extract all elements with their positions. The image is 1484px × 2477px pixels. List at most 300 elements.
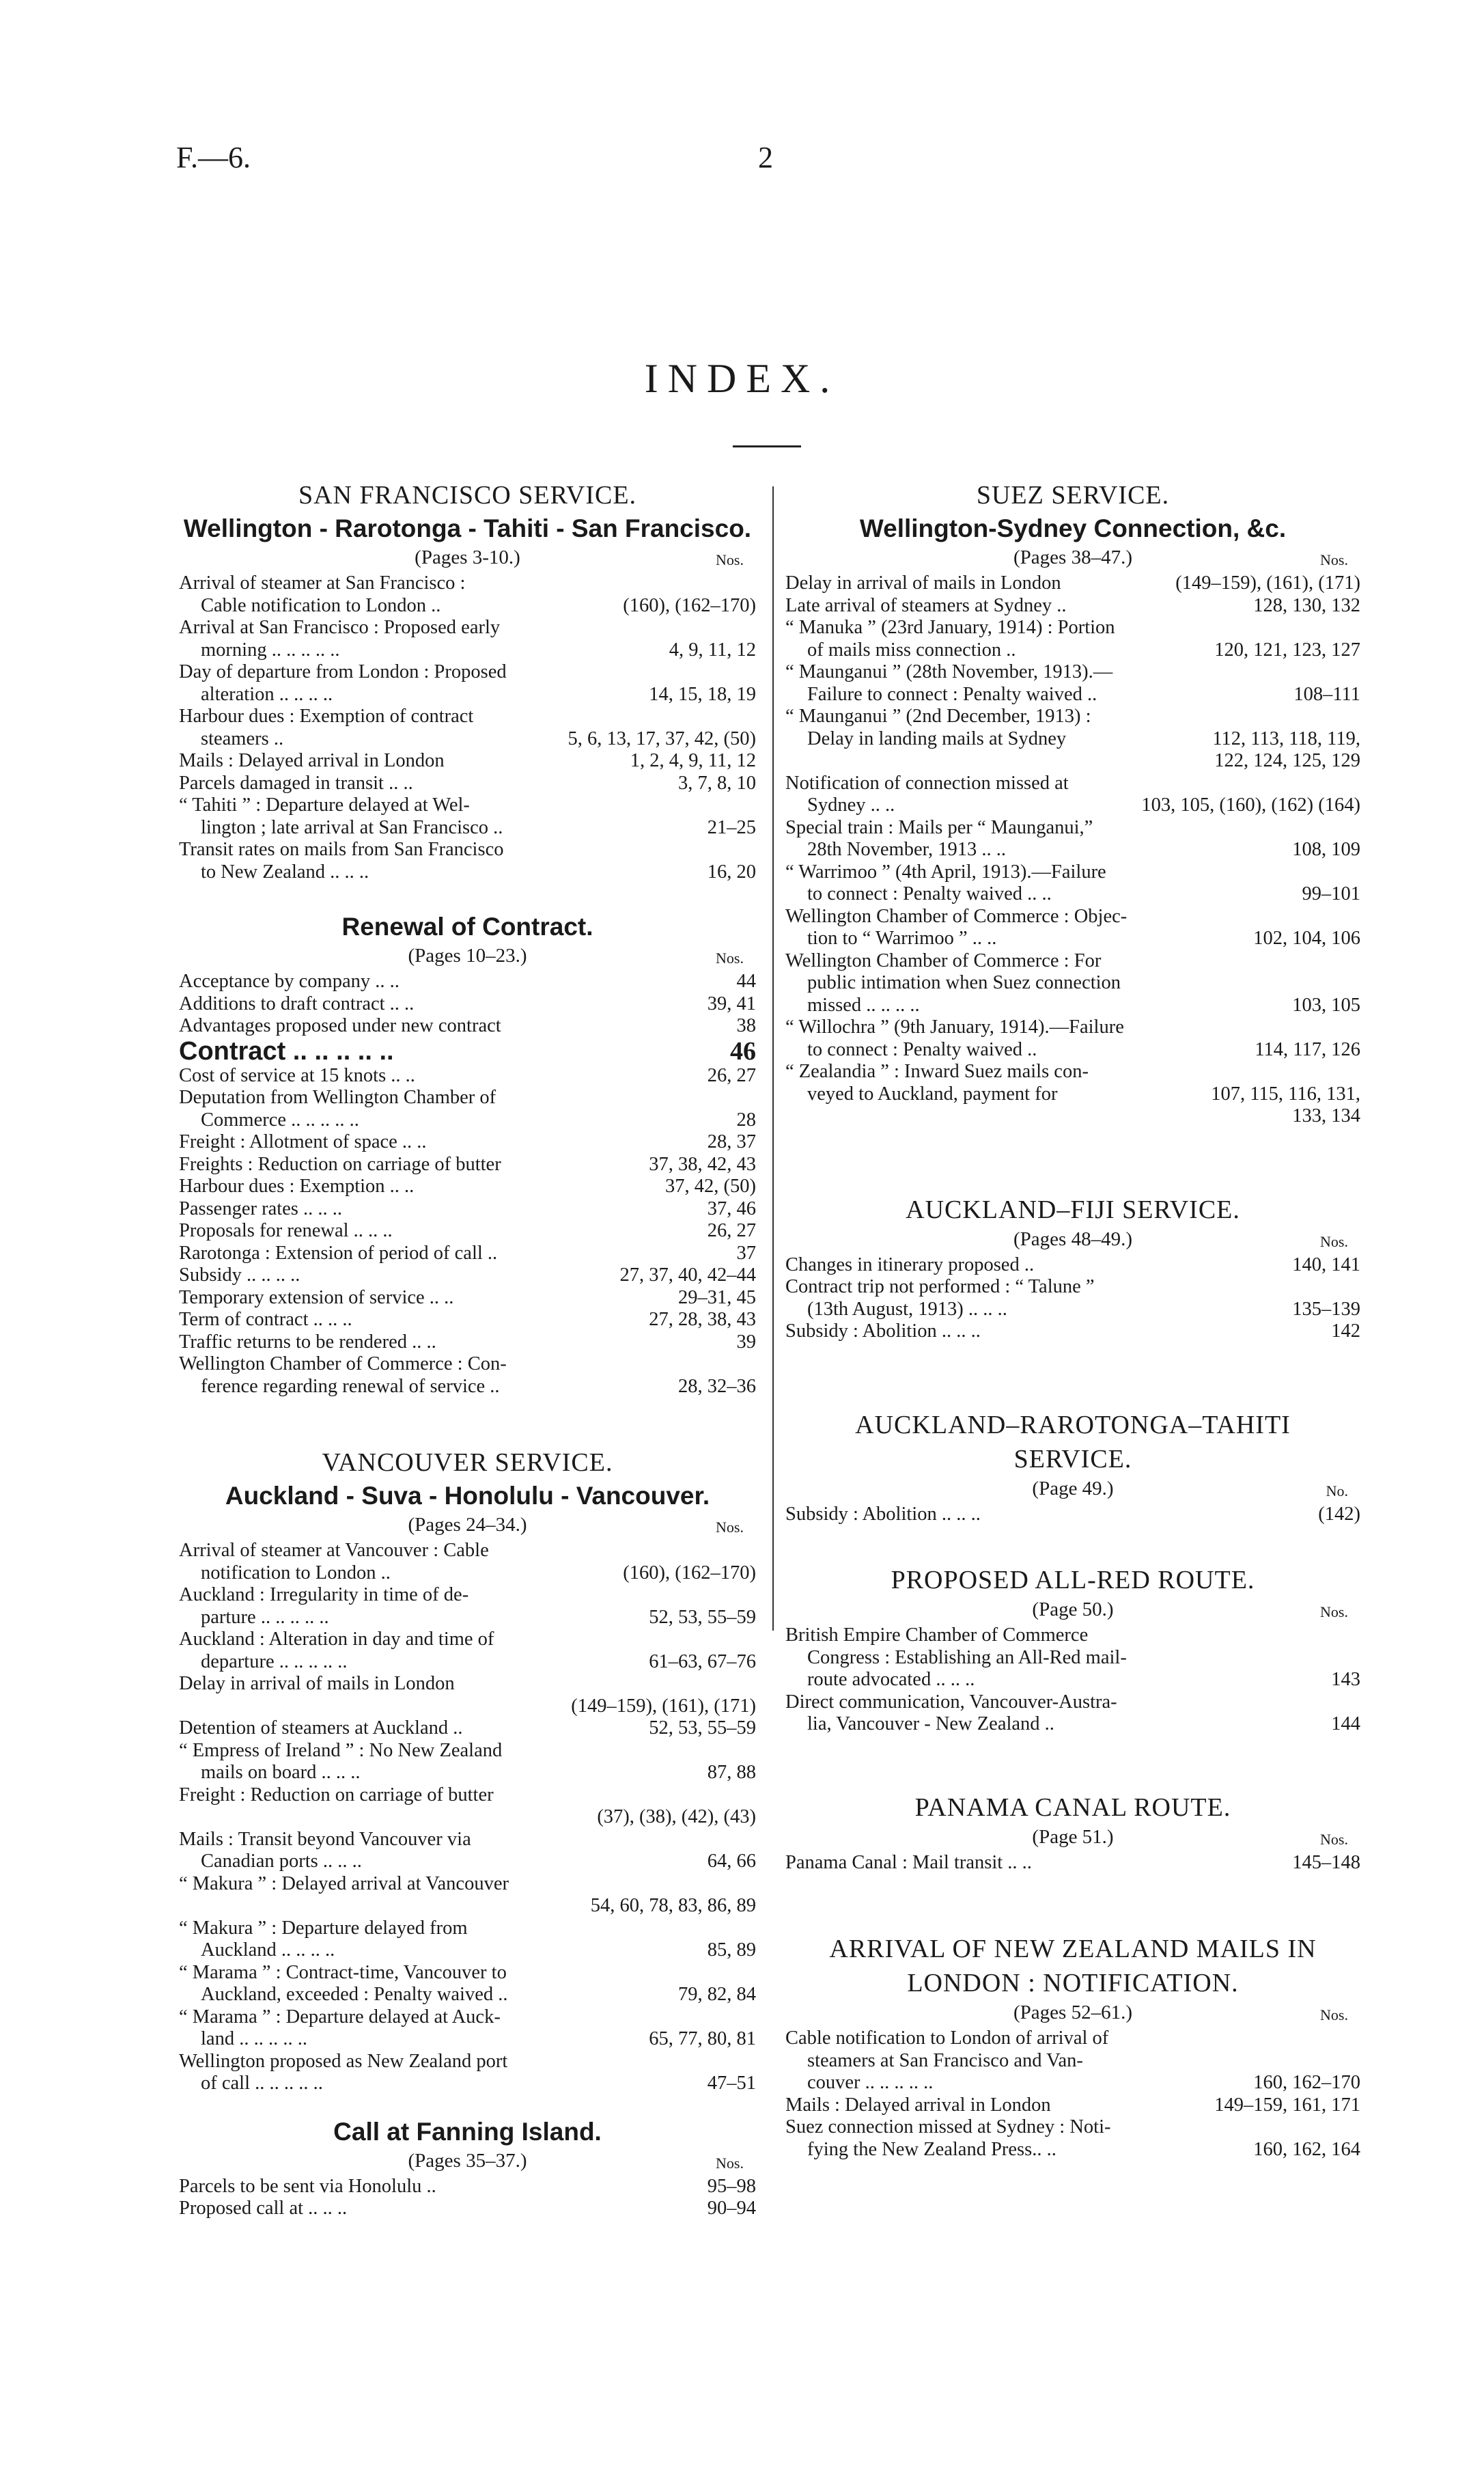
index-entry [179,1673,756,1696]
index-section [785,1932,1360,2161]
entry-line: Late arrival of steamers at Sydney .. [785,594,1067,616]
index-entry [785,906,1360,950]
entry-text [179,971,737,993]
entry-line: of mails miss connection .. [807,639,1016,661]
entry-line: “ Warrimoo ” (4th April, 1913).—Failure [785,861,1106,883]
entry-numbers: 38 [736,1015,756,1036]
entry-line: Panama Canal : Mail transit .. .. [785,1851,1032,1873]
entry-line: to connect : Penalty waived .. [807,1038,1037,1060]
entry-numbers: 108, 109 [1292,839,1360,860]
entry-line: British Empire Chamber of Commerce [785,1624,1089,1646]
entry-text [785,817,1292,861]
entry-numbers: 65, 77, 80, 81 [649,2028,756,2049]
entry-line: route advocated .. .. .. [807,1669,975,1690]
entry-text [179,993,708,1016]
pages-range: (Page 49.) [1032,1477,1114,1499]
section-pages [785,2000,1360,2025]
entry-numbers: 103, 105, (160), (162) (164) [1141,794,1360,816]
index-entry [179,1220,756,1243]
index-entry [179,1243,756,1265]
entry-text [179,1038,730,1065]
entry-line: Congress : Establishing an All-Red mail- [807,1646,1127,1668]
entry-line: veyed to Auckland, payment for [807,1083,1058,1105]
entry-line: Freight : Reduction on carriage of butter [179,1784,494,1805]
entry-text [785,950,1292,1017]
entry-text [179,1087,737,1131]
entry-line: Special train : Mails per “ Maunganui,” [785,816,1093,838]
index-entry [179,1264,756,1287]
entry-line: Proposed call at .. .. .. [179,2198,348,2219]
entry-numbers: 44 [736,971,756,992]
section-pages [785,545,1360,570]
entry-line: “ Manuka ” (23rd January, 1914) : Portion [785,617,1115,638]
index-entry [179,1154,756,1176]
entry-text [179,2176,708,2198]
entry-line: Delay in arrival of mails in London [785,572,1061,594]
entry-text [179,1673,756,1696]
entry-line: “ Maunganui ” (28th November, 1913).— [785,661,1113,682]
entry-numbers: 79, 82, 84 [678,1984,756,2005]
entry-line: couver .. .. .. .. .. [807,2072,934,2093]
entry-numbers: 107, 115, 116, 131, [1211,1083,1360,1105]
entry-numbers: 26, 27 [707,1064,756,1086]
entry-numbers: 28, 37 [707,1131,756,1152]
index-entry [785,861,1360,906]
entry-text [179,2006,649,2051]
nos-label: Nos. [716,551,744,568]
index-section [785,1193,1360,1343]
entry-numbers: 37, 42, (50) [665,1176,756,1197]
section-subtitle: Renewal of Contract. [341,913,593,941]
entry-line: missed .. .. .. .. [807,994,920,1016]
entry-line: Harbour dues : Exemption of contract [179,706,474,727]
entry-text [785,2094,1214,2117]
nos-label: No. [1326,1482,1348,1499]
entry-numbers: 28, 32–36 [678,1375,756,1397]
index-entry [179,1584,756,1629]
index-entry [179,1331,756,1354]
index-section [179,1445,756,2095]
nos-label: Nos. [1320,551,1348,568]
section-pages [785,1476,1360,1501]
entry-line: Deputation from Wellington Chamber of [179,1087,496,1108]
entry-text [179,1015,737,1038]
section-pages [785,1227,1360,1251]
entry-line: Contract .. .. .. .. .. [179,1036,394,1066]
entry-text [785,595,1253,618]
index-entry [179,1287,756,1310]
entry-line: Temporary extension of service .. .. [179,1286,454,1308]
pages-range: (Pages 52–61.) [1013,2002,1132,2023]
entry-list [785,2028,1360,2161]
entry-line: (13th August, 1913) .. .. .. [807,1298,1007,1320]
entry-text [785,773,1141,817]
pages-range: (Pages 38–47.) [1013,546,1132,568]
entry-numbers: 27, 37, 40, 42–44 [619,1264,756,1286]
index-entry [179,1696,756,1718]
entry-line: public intimation when Suez connection [807,972,1121,993]
entry-line: Commerce .. .. .. .. .. [201,1109,359,1131]
entry-text [179,839,708,883]
entry-line: Auckland, exceeded : Penalty waived .. [201,1984,508,2005]
entry-line: Subsidy .. .. .. .. [179,1264,300,1286]
index-entry [179,1087,756,1131]
index-entry [179,661,756,706]
pages-range: (Pages 35–37.) [408,2149,527,2172]
entry-line: Wellington Chamber of Commerce : For [785,950,1102,971]
entry-numbers: 47–51 [707,2073,756,2094]
entry-numbers: 120, 121, 123, 127 [1214,639,1360,661]
index-entry [785,1320,1360,1343]
entry-numbers: 122, 124, 125, 129 [1214,750,1360,771]
entry-numbers: 4, 9, 11, 12 [669,639,756,661]
entry-numbers: 87, 88 [707,1762,756,1783]
entry-text [179,1065,708,1088]
entry-text [785,1254,1292,1277]
index-entry [179,971,756,993]
entry-numbers: 85, 89 [707,1939,756,1961]
index-entry [785,817,1360,861]
index-entry [785,1254,1360,1277]
entry-text [179,1309,649,1331]
entry-list [179,1540,756,2095]
entry-line: Proposals for renewal .. .. .. [179,1220,393,1241]
entry-numbers: 140, 141 [1292,1254,1360,1275]
entry-line: Detention of steamers at Auckland .. [179,1717,463,1739]
entry-numbers: 145–148 [1292,1851,1360,1873]
index-entry [179,1717,756,1740]
index-entry [179,1873,756,1896]
index-entry [179,839,756,883]
index-entry [785,572,1360,595]
entry-list [179,572,756,883]
entry-text [179,572,623,617]
section-pages [179,545,756,570]
entry-line: Changes in itinerary proposed .. [785,1254,1035,1275]
index-entry [179,1629,756,1673]
entry-text [785,1320,1331,1343]
entry-numbers: 21–25 [707,816,756,838]
index-entry [179,993,756,1016]
entry-line: morning .. .. .. .. .. [201,639,340,661]
entry-text [179,1220,708,1243]
entry-text [785,2116,1253,2161]
entry-numbers: 114, 117, 126 [1255,1038,1360,1060]
section-title: SUEZ SERVICE. [976,481,1170,510]
entry-line: Term of contract .. .. .. [179,1309,352,1330]
entry-numbers: 52, 53, 55–59 [649,1606,756,1628]
index-entry [785,2028,1360,2094]
entry-line: lington ; late arrival at San Francisco .. [201,816,503,838]
entry-numbers: 46 [730,1036,756,1066]
entry-line: “ Zealandia ” : Inward Suez mails con- [785,1061,1089,1082]
entry-line: steamers .. [201,728,284,749]
index-section [179,911,756,1398]
entry-numbers: 133, 134 [1292,1105,1360,1126]
entry-numbers: 99–101 [1302,883,1360,904]
index-entry [785,1061,1360,1105]
index-entry [179,794,756,839]
section-subtitle: Wellington-Sydney Connection, &c. [859,514,1287,542]
right-column [785,478,1360,2161]
index-entry [785,661,1360,706]
entry-numbers: 37, 46 [707,1198,756,1219]
index-entry [179,1353,756,1398]
entry-numbers: 112, 113, 118, 119, [1212,728,1360,749]
index-entry [785,950,1360,1017]
entry-numbers: 90–94 [707,2198,756,2219]
entry-line: Subsidy : Abolition .. .. .. [785,1503,981,1525]
entry-line: “ Marama ” : Contract-time, Vancouver to [179,1961,507,1983]
index-entry [179,617,756,661]
entry-text [179,794,708,839]
entry-numbers: 160, 162, 164 [1253,2138,1360,2160]
section-title: AUCKLAND–FIJI SERVICE. [906,1195,1240,1224]
entry-line: Sydney .. .. [807,794,895,816]
index-entry [785,1276,1360,1320]
entry-text [179,1873,756,1896]
header-ref: F.—6. [176,141,251,174]
entry-line: Auckland .. .. .. .. [201,1939,335,1961]
section-pages [179,1512,756,1537]
entry-numbers: 54, 60, 78, 83, 86, 89 [590,1895,756,1916]
entry-numbers: 16, 20 [707,861,756,883]
entry-numbers: (149–159), (161), (171) [571,1695,756,1717]
entry-text [785,661,1293,706]
entry-line: land .. .. .. .. .. [201,2028,307,2049]
entry-numbers: 1, 2, 4, 9, 11, 12 [630,750,756,771]
entry-line: Auckland : Irregularity in time of de- [179,1584,469,1605]
entry-line: notification to London .. [201,1562,391,1583]
index-entry [179,1038,756,1065]
entry-line: “ Tahiti ” : Departure delayed at Wel- [179,794,470,816]
entry-text [179,1629,649,1673]
nos-label: Nos. [716,2154,744,2172]
entry-numbers: 29–31, 45 [678,1286,756,1308]
entry-numbers: 95–98 [707,2175,756,2197]
entry-line: Parcels damaged in transit .. .. [179,772,413,794]
entry-numbers: 102, 104, 106 [1253,928,1360,949]
entry-line: parture .. .. .. .. .. [201,1606,329,1628]
entry-line: Wellington proposed as New Zealand port [179,2050,508,2072]
entry-line: steamers at San Francisco and Van- [807,2049,1083,2071]
nos-label: Nos. [1320,1232,1348,1250]
entry-line: to connect : Penalty waived .. .. [807,883,1052,904]
index-entry [179,1962,756,2006]
entry-line: Arrival at San Francisco : Proposed early [179,617,501,638]
entry-line: “ Makura ” : Delayed arrival at Vancouver [179,1872,509,1894]
pages-range: (Pages 10–23.) [408,945,527,967]
index-entry [785,750,1360,773]
entry-line: fying the New Zealand Press.. .. [807,2138,1056,2160]
entry-line: departure .. .. .. .. .. [201,1650,348,1672]
entry-line: “ Willochra ” (9th January, 1914).—Failure [785,1016,1124,1038]
entry-line: Direct communication, Vancouver-Austra- [785,1691,1117,1713]
entry-numbers: (160), (162–170) [623,1562,756,1583]
entry-line: Cost of service at 15 knots .. .. [179,1064,415,1086]
entry-line: mails on board .. .. .. [201,1762,361,1783]
entry-line: Parcels to be sent via Honolulu .. [179,2175,436,2197]
index-entry [179,1065,756,1088]
left-column [179,478,756,2220]
entry-line: “ Maunganui ” (2nd December, 1913) : [785,706,1091,727]
index-entry [179,572,756,617]
index-entry [179,1784,756,1807]
index-entry [785,1504,1360,1526]
title-rule [733,445,801,447]
index-entry [785,1852,1360,1874]
entry-numbers: 37 [736,1242,756,1264]
nos-label: Nos. [1320,2006,1348,2023]
entry-line: Auckland : Alteration in day and time of [179,1629,494,1650]
index-section [785,1563,1360,1736]
entry-line: Notification of connection missed at [785,772,1069,794]
page-number: 2 [758,141,773,174]
section-title: PROPOSED ALL-RED ROUTE. [891,1566,1255,1594]
entry-numbers: 26, 27 [707,1220,756,1241]
entry-list [179,2176,756,2220]
entry-numbers: 27, 28, 38, 43 [649,1309,756,1330]
entry-line: Day of departure from London : Proposed [179,661,507,682]
entry-line: Additions to draft contract .. .. [179,993,415,1014]
section-pages [179,2148,756,2173]
index-entry [785,617,1360,661]
entry-line: “ Marama ” : Departure delayed at Auck- [179,2006,501,2028]
index-section [179,2116,756,2220]
index-entry [179,1015,756,1038]
entry-line: Arrival of steamer at San Francisco : [179,572,466,594]
entry-numbers: 28 [736,1109,756,1131]
entry-line: Mails : Transit beyond Vancouver via [179,1828,471,1850]
entry-numbers: 64, 66 [707,1851,756,1872]
index-entry [179,1176,756,1198]
entry-line: Mails : Delayed arrival in London [785,2094,1051,2116]
entry-line: “ Makura ” : Departure delayed from [179,1917,468,1939]
entry-text [179,1198,708,1221]
entry-text [179,1331,737,1354]
entry-numbers: 103, 105 [1292,994,1360,1016]
entry-text [179,1353,678,1398]
section-title: VANCOUVER SERVICE. [322,1448,613,1477]
column-divider [772,486,774,1631]
index-section [785,1790,1360,1874]
nos-label: Nos. [1320,1830,1348,1848]
index-entry [785,2094,1360,2117]
entry-line: Suez connection missed at Sydney : Noti- [785,2116,1111,2137]
entry-text [785,2028,1253,2094]
entry-text [179,1829,708,1873]
index-entry [785,773,1360,817]
index-entry [785,1624,1360,1691]
entry-text [785,617,1214,661]
entry-line: lia, Vancouver - New Zealand .. [807,1713,1054,1734]
section-subtitle: Wellington - Rarotonga - Tahiti - San Francisco. [183,514,752,542]
entry-numbers: 108–111 [1293,683,1360,705]
entry-line: Arrival of steamer at Vancouver : Cable [179,1540,489,1561]
entry-numbers: (160), (162–170) [623,594,756,616]
entry-line: Advantages proposed under new contract [179,1015,501,1036]
index-entry [179,1198,756,1221]
entry-text [785,906,1253,950]
entry-numbers: 144 [1331,1713,1360,1734]
entry-text [785,1691,1331,1736]
entry-line: to New Zealand .. .. .. [201,861,369,883]
entry-line: 28th November, 1913 .. .. [807,839,1006,860]
entry-line: Freight : Allotment of space .. .. [179,1131,427,1152]
section-title: ARRIVAL OF NEW ZEALAND MAILS IN LONDON : NOTIFICATION. [829,1935,1317,1997]
index-entry [179,1895,756,1918]
entry-line: Traffic returns to be rendered .. .. [179,1331,436,1353]
index-entry [785,1016,1360,1061]
entry-line: Cable notification to London .. [201,594,441,616]
entry-numbers: 3, 7, 8, 10 [678,772,756,794]
index-entry [785,1691,1360,1736]
entry-numbers: (149–159), (161), (171) [1175,572,1360,594]
index-entry [179,1540,756,1584]
index-entry [179,2198,756,2220]
entry-line: Rarotonga : Extension of period of call .. [179,1242,498,1264]
entry-text [179,2051,708,2095]
section-subtitle: Call at Fanning Island. [333,2117,602,2146]
index-entry [179,773,756,795]
entry-text [179,1287,678,1310]
entry-list [785,1852,1360,1874]
entry-numbers: 143 [1331,1669,1360,1690]
index-entry [179,1740,756,1784]
entry-text [179,1740,708,1784]
index-entry [179,1806,756,1829]
entry-numbers: 160, 162–170 [1253,2072,1360,2093]
index-entry [179,2176,756,2198]
index-entry [179,1918,756,1962]
entry-text [785,1276,1292,1320]
entry-line: Failure to connect : Penalty waived .. [807,683,1097,705]
index-entry [179,2006,756,2051]
entry-text [179,2198,708,2220]
entry-text [179,617,669,661]
entry-line: Canadian ports .. .. .. [201,1851,362,1872]
pages-range: (Pages 24–34.) [408,1514,527,1536]
entry-line: Subsidy : Abolition .. .. .. [785,1320,981,1342]
index-entry [179,1309,756,1331]
entry-numbers: 39, 41 [707,993,756,1014]
entry-text [785,1504,1318,1526]
entry-line: Contract trip not performed : “ Talune ” [785,1276,1095,1297]
entry-line: Wellington Chamber of Commerce : Objec- [785,905,1128,927]
entry-text [179,1918,708,1962]
section-title: AUCKLAND–RAROTONGA–TAHITI SERVICE. [855,1410,1291,1473]
index-entry [179,2051,756,2095]
entry-line: Delay in landing mails at Sydney [807,728,1067,749]
entry-numbers: (142) [1318,1503,1360,1525]
entry-text [179,1154,649,1176]
entry-text [179,773,678,795]
entry-text [785,1624,1331,1691]
entry-numbers: 5, 6, 13, 17, 37, 42, (50) [568,728,756,749]
entry-line: Passenger rates .. .. .. [179,1198,343,1219]
pages-range: (Pages 3-10.) [415,546,520,568]
entry-numbers: 39 [736,1331,756,1353]
section-pages [785,1597,1360,1622]
entry-numbers: 61–63, 67–76 [649,1650,756,1672]
pages-range: (Page 50.) [1032,1599,1114,1620]
nos-label: Nos. [1320,1603,1348,1620]
entry-text [179,1264,620,1287]
entry-numbers: (37), (38), (42), (43) [597,1806,756,1827]
entry-line: Wellington Chamber of Commerce : Con- [179,1353,507,1374]
entry-line: Acceptance by company .. .. [179,971,400,992]
entry-numbers: 37, 38, 42, 43 [649,1153,756,1175]
